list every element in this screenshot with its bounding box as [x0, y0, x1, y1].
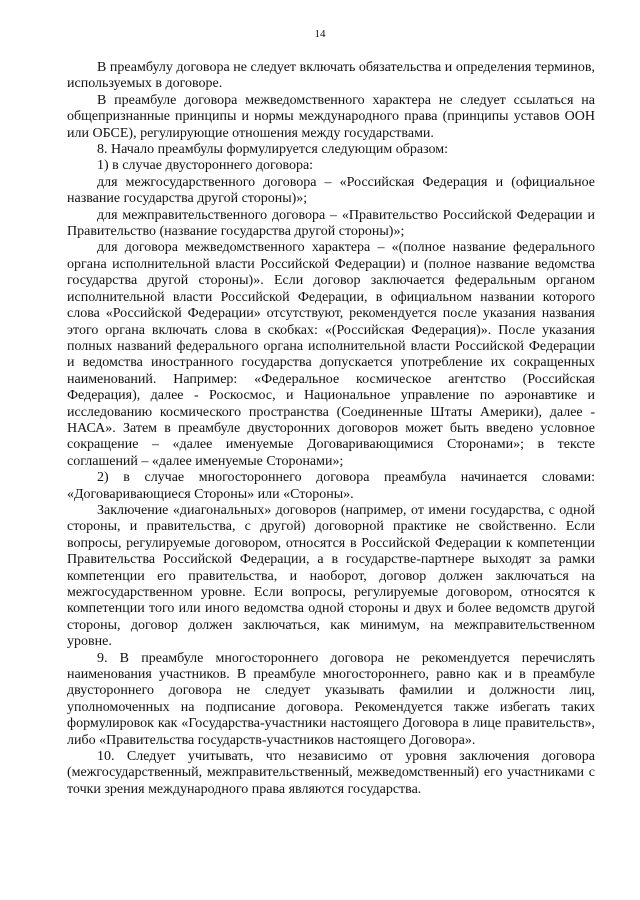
document-body	[67, 60, 595, 798]
paragraph-interdepartmental-preamble: В преамбуле договора межведомственного характера не следует ссылаться на общепризнанные принципы и нормы международного права (принципы уставов ООН или ОБСЕ), регулирующие отношения между государствами.	[67, 92, 595, 141]
paragraph-multilateral-case: 2) в случае многостороннего договора преамбула начинается словами: «Договаривающиеся Стороны» или «Стороны».	[67, 470, 595, 502]
paragraph-diagonal-agreements: Заключение «диагональных» договоров (например, от имени государства, с одной стороны, и правительства, с другой) договорной практике не свойственно. Если вопросы, регулируемые договором, относятся в Российской Федерации к компетенции Правительства Российской Федерации, а в государстве-партнере выходят за рамки компетенции его правительства, и наоборот, договор должен заключаться на межгосударственном уровне. Если вопросы, регулируемые договором, относятся к компетенции того или иного ведомства одной стороны и двух и более ведомств другой стороны, договор должен заключаться, как минимум, на межправительственном уровне.	[67, 502, 595, 650]
paragraph-preamble-obligations: В преамбулу договора не следует включать обязательства и определения терминов, используемых в договоре.	[67, 60, 595, 92]
paragraph-item-10: 10. Следует учитывать, что независимо от уровня заключения договора (межгосударственный, межправительственный, межведомственный) его участниками с точки зрения международного права являются государства.	[67, 749, 595, 797]
page-number: 14	[314, 28, 326, 40]
paragraph-item-9: 9. В преамбуле многостороннего договора не рекомендуется перечислять наименования участников. В преамбуле многостороннего, равно как и в преамбуле двустороннего договора не следует указывать фамилии и должности лиц, уполномоченных на подписание договора. Рекомендуется также избегать таких формулировок как «Государства-участники настоящего Договора в лице правительств», либо «Правительства государств-участников настоящего Договора».	[67, 650, 595, 748]
paragraph-interstate-agreement: для межгосударственного договора – «Российская Федерация и (официальное название государства другой стороны)»;	[67, 174, 595, 207]
paragraph-intergovernmental-agreement: для межправительственного договора – «Правительство Российской Федерации и Правительство (название государства другой стороны)»;	[67, 207, 595, 240]
paragraph-item-8: 8. Начало преамбулы формулируется следующим образом:	[97, 142, 449, 158]
paragraph-bilateral-case: 1) в случае двустороннего договора:	[97, 158, 314, 174]
paragraph-interdepartmental-agreement: для договора межведомственного характера – «(полное название федерального органа исполнительной власти Российской Федерации) и (полное название ведомства государства другой стороны)». Если договор заключается федеральным органом исполнительной власти Российской Федерации, в официальном названии которого слова «Российской Федерации» отсутствуют, рекомендуется после указания названия этого органа включать слова в скобках: «(Российская Федерация)». После указания полных названий федерального органа исполнительной власти Российской Федерации и ведомства иностранного государства допускается употребление их сокращенных наименований. Например: «Федеральное космическое агентство (Российская Федерация), далее - Роскосмос, и Национальное управление по аэронавтике и исследованию космического пространства (Соединенные Штаты Америки), далее - НАСА». Затем в преамбуле двусторонних договоров может быть введено условное сокращение – «далее именуемые Договаривающимися Сторонами»; в тексте соглашений – «далее именуемые Сторонами»;	[67, 240, 595, 469]
